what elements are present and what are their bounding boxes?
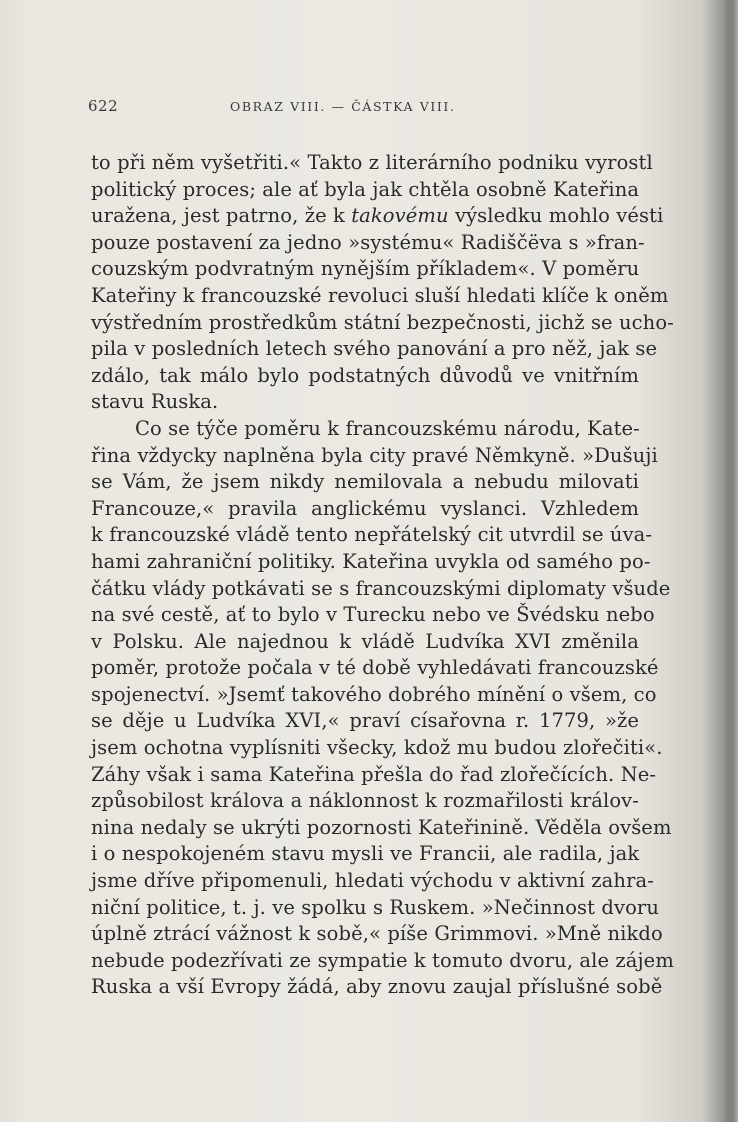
text-line: na své cestě, ať to bylo v Turecku nebo ve Švédsku nebo xyxy=(91,603,655,627)
text-line: k francouzské vládě tento nepřátelský cit utvrdil se úva- xyxy=(91,523,653,547)
text-line: řina vždycky naplněna byla city pravé Němkyně. »Dušuji xyxy=(91,443,658,467)
text-line-start: uražena, jest patrno, že k xyxy=(91,204,352,228)
text-line: nina nedaly se ukrýti pozornosti Kateřinině. Věděla ovšem xyxy=(91,815,672,839)
emphasized-word: takovému xyxy=(351,204,449,228)
text-line: zdálo, tak málo bylo podstatných důvodů ve vnitřním xyxy=(91,363,639,387)
text-line: způsobilost králova a náklonnost k rozmařilosti králov- xyxy=(91,789,639,813)
text-line: Záhy však i sama Kateřina přešla do řad zlořečících. Ne- xyxy=(91,762,657,786)
text-line: stavu Ruska. xyxy=(91,390,219,414)
text-line: pouze postavení za jedno »systému« Radiščëva s »fran- xyxy=(91,230,645,254)
text-line: úplně ztrácí vážnost k sobě,« píše Grimmovi. »Mně nikdo xyxy=(91,922,663,946)
text-line: čátku vlády potkávati se s francouzskými diplomaty všude xyxy=(91,576,671,600)
text-line: Ruska a vší Evropy žádá, aby znovu zaujal příslušné sobě xyxy=(91,975,663,999)
text-line: nebude podezřívati ze sympatie k tomuto dvoru, ale zájem xyxy=(91,948,674,972)
text-line: i o nespokojeném stavu mysli ve Francii, ale radila, jak xyxy=(91,842,640,866)
text-line: to při něm vyšetřiti.« Takto z literárního podniku vyrostl xyxy=(91,151,653,174)
running-head xyxy=(88,97,648,119)
page-gutter-shadow xyxy=(724,0,738,1122)
text-line: politický proces; ale ať byla jak chtěla osobně Kateřina xyxy=(91,177,640,201)
text-line: Kateřiny k francouzské revoluci sluší hledati klíče k oněm xyxy=(91,283,669,307)
text-line: v Polsku. Ale najednou k vládě Ludvíka XVI změnila xyxy=(91,629,639,653)
body-text xyxy=(91,150,674,1001)
text-line: výstředním prostředkům státní bezpečnosti, jichž se ucho- xyxy=(91,310,674,334)
text-line: niční politice, t. j. ve spolku s Ruskem. »Nečinnost dvoru xyxy=(91,895,660,919)
text-line-with-emphasis xyxy=(91,203,664,230)
page-number: 622 xyxy=(88,97,119,115)
text-line: couzským podvratným nynějším příkladem«. V poměru xyxy=(91,257,640,281)
text-line: poměr, protože počala v té době vyhledávati francouzské xyxy=(91,656,659,680)
text-line: hami zahraniční politiky. Kateřina uvykla od samého po- xyxy=(91,549,651,573)
text-line: se děje u Ludvíka XVI,« praví císařovna r. 1779, »že xyxy=(91,709,639,733)
text-line-end: výsledku mohlo vésti xyxy=(448,204,664,228)
text-line: pila v posledních letech svého panování a pro něž, jak se xyxy=(91,337,658,361)
text-line: jsme dříve připomenuli, hledati východu v aktivní zahra- xyxy=(91,869,654,893)
running-title: OBRAZ VIII. — ČÁSTKA VIII. xyxy=(230,99,456,114)
paragraph-first-line: Co se týče poměru k francouzskému národu, Kate- xyxy=(135,416,640,440)
text-line: se Vám, že jsem nikdy nemilovala a nebudu milovati xyxy=(91,470,639,494)
text-line: Francouze,« pravila anglickému vyslanci. Vzhledem xyxy=(91,496,639,520)
text-line: jsem ochotna vyplísniti všecky, kdož mu budou zlořečiti«. xyxy=(91,736,663,760)
text-line: spojenectví. »Jsemť takového dobrého mínění o všem, co xyxy=(91,682,657,706)
